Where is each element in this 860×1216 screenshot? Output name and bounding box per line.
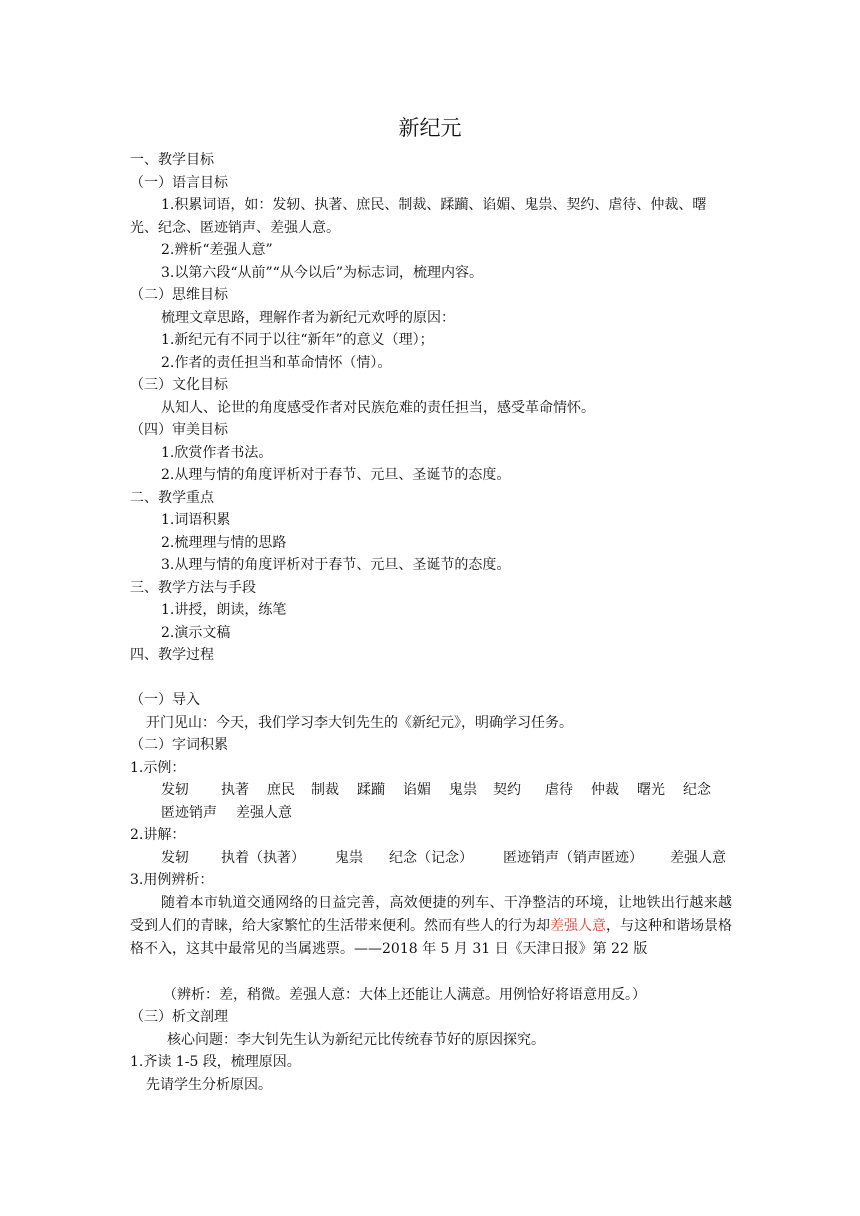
explanation-word: 执着（执著） (221, 850, 305, 866)
example-word: 庶民 (267, 782, 295, 798)
list-item: 2.梳理理与情的思路 (161, 535, 287, 551)
subsection-heading: （二）字词积累 (130, 737, 228, 753)
example-word: 蹂躏 (357, 782, 385, 798)
example-word: 制裁 (311, 782, 339, 798)
subsection-heading: （四）审美目标 (130, 422, 228, 438)
list-item: 2.作者的责任担当和革命情怀（情）。 (161, 355, 392, 371)
example-words (161, 802, 763, 824)
example-word: 谄媚 (403, 782, 431, 798)
example-word: 匿迹销声 (161, 805, 217, 821)
explanation-words (161, 847, 763, 869)
explanation-word: 差强人意 (670, 850, 726, 866)
explanation-word: 匿迹销声（销声匿迹） (503, 850, 643, 866)
explanation-word: 发轫 (161, 850, 189, 866)
subsection-heading: （三）析文剖理 (130, 1009, 228, 1025)
paragraph: 核心问题：李大钊先生认为新纪元比传统春节好的原因探究。 (167, 1032, 545, 1048)
example-word: 鬼祟 (449, 782, 477, 798)
section-heading: 四、教学过程 (130, 647, 214, 663)
example-word: 契约 (493, 782, 521, 798)
highlighted-phrase: 差强人意 (550, 918, 606, 934)
section-heading: 三、教学方法与手段 (130, 580, 256, 596)
list-item: 1.词语积累 (161, 512, 231, 528)
example-word: 虐待 (545, 782, 573, 798)
list-item: 2.辨析“差强人意” (161, 242, 273, 258)
example-word: 发轫 (161, 782, 189, 798)
explanation-word: 鬼祟 (335, 850, 363, 866)
subsection-heading: （一）导入 (130, 692, 200, 708)
list-item: 2.从理与情的角度评析对于春节、元旦、圣诞节的态度。 (161, 467, 511, 483)
paragraph-text: ，与这种和谐场景格格不入，这其中最常见的当属逃票。——2018 年 5 月 31 日《天津日报》第 22 版 (130, 918, 732, 957)
example-paragraph (130, 892, 732, 961)
list-item: 3.用例辨析： (130, 872, 214, 888)
subsection-heading: （一）语言目标 (130, 175, 228, 191)
list-item: 1.欣赏作者书法。 (161, 445, 273, 461)
list-item: 2.讲解： (130, 827, 186, 843)
list-item: 3.从理与情的角度评析对于春节、元旦、圣诞节的态度。 (161, 557, 511, 573)
example-word: 曙光 (637, 782, 665, 798)
list-item: 1.齐读 1-5 段，梳理原因。 (130, 1054, 301, 1070)
list-item: 1.示例： (130, 760, 186, 776)
list-item: 2.演示文稿 (161, 625, 231, 641)
analysis-note: （辨析：差，稍微。差强人意：大体上还能让人满意。用例恰好将语意用反。） (163, 987, 646, 1003)
example-word: 纪念 (683, 782, 711, 798)
paragraph: 从知人、论世的角度感受作者对民族危难的责任担当，感受革命情怀。 (161, 400, 595, 416)
list-item: 3.以第六段“从前”“从今以后”为标志词，梳理内容。 (161, 265, 483, 281)
paragraph-text: 随着本市轨道交通网络的日益完善，高效便捷的列车、干净整洁的环境，让地铁出行越来越受到人们的青睐，给大家繁忙的生活带来便利。然而有些人的行为却 (130, 895, 732, 934)
list-item: 1.新纪元有不同于以往“新年”的意义（理）； (161, 332, 434, 348)
section-heading: 一、教学目标 (130, 152, 214, 168)
list-item: 1.讲授，朗读，练笔 (161, 602, 287, 618)
example-word: 差强人意 (236, 805, 292, 821)
section-heading: 二、教学重点 (130, 490, 214, 506)
explanation-word: 纪念（记念） (389, 850, 473, 866)
example-words (161, 779, 763, 801)
paragraph: 梳理文章思路，理解作者为新纪元欢呼的原因： (161, 310, 455, 326)
paragraph: 先请学生分析原因。 (146, 1077, 272, 1093)
paragraph: 1.积累词语，如：发轫、执著、庶民、制裁、蹂躏、谄媚、鬼祟、契约、虐待、仲裁、曙光、纪念、匿迹销声、差强人意。 (130, 197, 707, 236)
example-word: 执著 (221, 782, 249, 798)
subsection-heading: （二）思维目标 (130, 287, 228, 303)
page-title: 新纪元 (398, 116, 462, 140)
paragraph: 开门见山：今天，我们学习李大钊先生的《新纪元》，明确学习任务。 (146, 715, 573, 731)
subsection-heading: （三）文化目标 (130, 377, 228, 393)
example-word: 仲裁 (591, 782, 619, 798)
